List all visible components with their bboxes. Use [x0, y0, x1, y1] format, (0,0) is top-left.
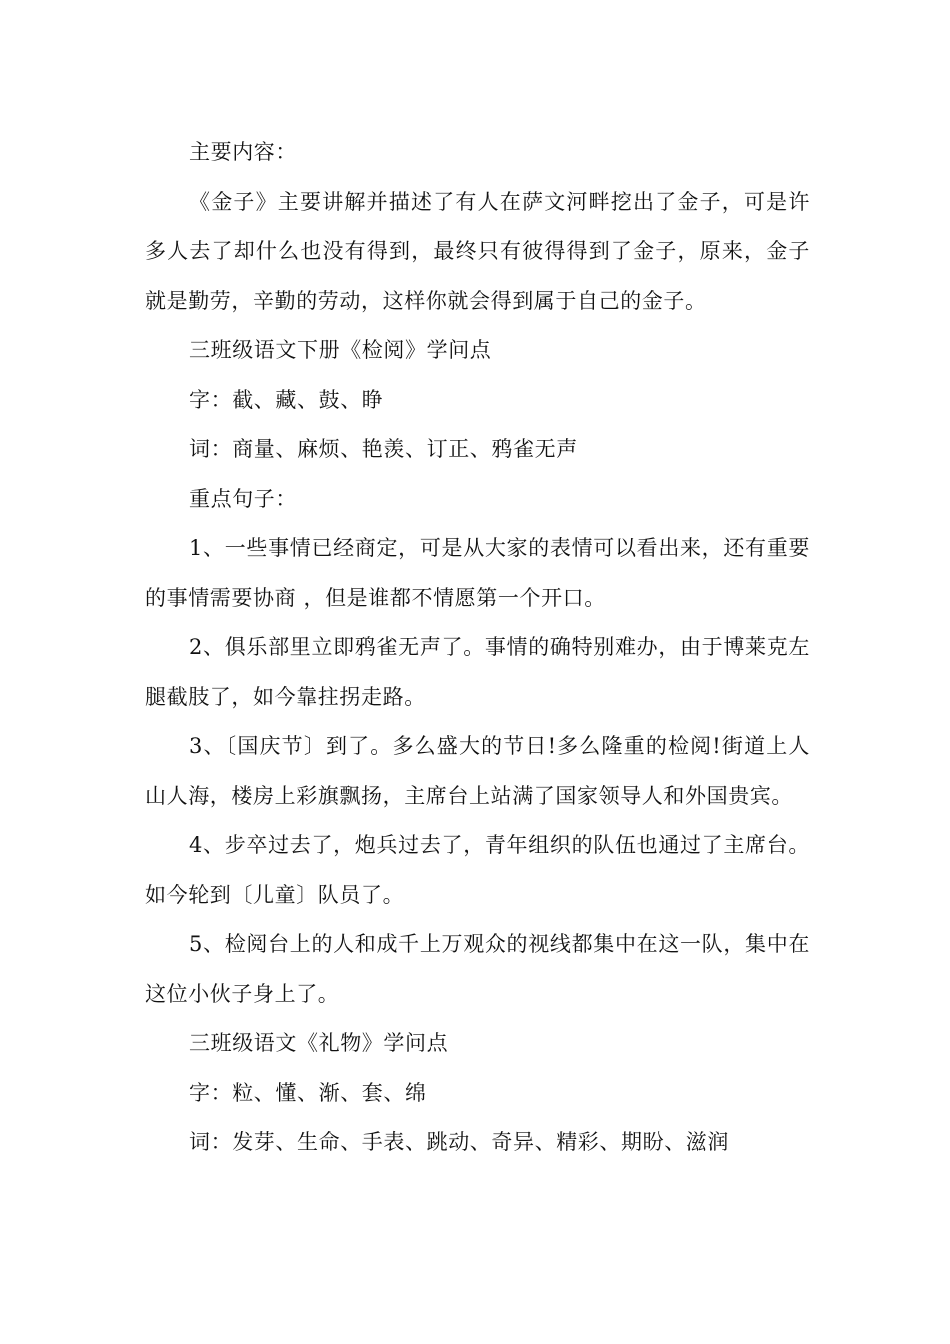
words-line-gift: 词：发芽、生命、手表、跳动、奇异、精彩、期盼、滋润: [189, 1130, 729, 1154]
section-heading-gift: 三班级语文《礼物》学问点: [189, 1031, 449, 1055]
key-sentence-3: 3、〔国庆节〕到了。多么盛大的节日!多么隆重的检阅!街道上人山人海，楼房上彩旗飘扬，主席台上站满了国家领导人和外国贵宾。: [145, 734, 810, 808]
document-page: [145, 128, 810, 1168]
key-sentence-1: 1、一些事情已经商定，可是从大家的表情可以看出来，还有重要的事情需要协商 ，但是谁都不情愿第一个开口。: [145, 536, 810, 610]
characters-line-review: 字：截、藏、鼓、睁: [189, 387, 384, 412]
words-line-review: 词：商量、麻烦、艳羡、订正、鸦雀无声: [189, 437, 578, 461]
section-heading-review: 三班级语文下册《检阅》学问点: [189, 338, 492, 362]
paragraph-gold-summary: 《金子》主要讲解并描述了有人在萨文河畔挖出了金子，可是许多人去了却什么也没有得到，最终只有彼得得到了金子，原来，金子就是勤劳，辛勤的劳动，这样你就会得到属于自己的金子。: [145, 189, 810, 313]
key-sentences-heading: 重点句子：: [189, 486, 297, 511]
key-sentence-4: 4、步卒过去了，炮兵过去了，青年组织的队伍也通过了主席台。如今轮到〔儿童〕队员了。: [145, 833, 810, 907]
characters-line-gift: 字：粒、懂、渐、套、绵: [189, 1080, 427, 1105]
key-sentence-5: 5、检阅台上的人和成千上万观众的视线都集中在这一队，集中在这位小伙子身上了。: [145, 932, 810, 1006]
section-heading-main-content: 主要内容：: [189, 140, 297, 164]
key-sentence-2: 2、俱乐部里立即鸦雀无声了。事情的确特别难办，由于博莱克左腿截肢了，如今靠拄拐走路。: [145, 635, 810, 709]
